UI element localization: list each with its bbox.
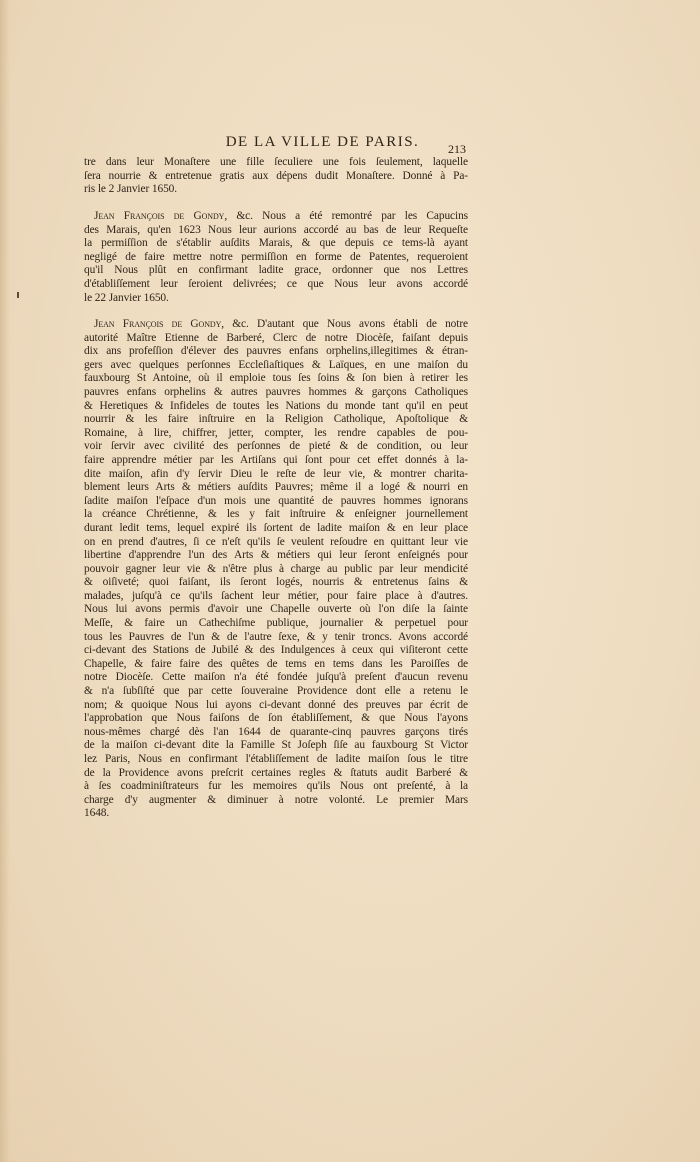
text-line: malades, juſqu'à ce qu'ils ſachent leur métier, pour faire place à d'autres. bbox=[84, 589, 468, 602]
text-line: dite maiſon, afin d'y ſervir Dieu le reſte de leur vie, & montrer charita- bbox=[84, 467, 468, 480]
text-line: l'approbation que Nous faiſons de ſon établiſſement, & que Nous l'ayons bbox=[84, 712, 468, 725]
text-line: on en prend d'autres, ſi ce n'eſt qu'ils ſe veulent reſoudre en quittant leur vie bbox=[84, 535, 468, 548]
text-line: ſera nourrie & entretenue gratis aux dépens dudit Monaſtere. Donné à Pa- bbox=[84, 169, 468, 182]
text-line: à ſes coadminiſtrateurs fur les memoires qu'ils Nous ont preſenté, à la bbox=[84, 780, 468, 793]
text-line: ci-devant des Stations de Jubilé & des Indulgences à ceux qui viſiteront cette bbox=[84, 644, 468, 657]
text-line: Chapelle, & faire faire des quêtes de tems en tems dans les Paroiſſes de bbox=[84, 657, 468, 670]
text-line: dix ans profeſſion d'élever des pauvres enfans orphelins,illegitimes & étran- bbox=[84, 345, 468, 358]
text-line: Meſſe, & faire un Cathechiſme publique, journalier & perpetuel pour bbox=[84, 617, 468, 630]
text-line: le 22 Janvier 1650. bbox=[84, 291, 169, 304]
text-line: de la maiſon ci-devant dite la Famille St Joſeph ſiſe au fauxbourg St Victor bbox=[84, 739, 468, 752]
text-line: ſadite maiſon l'eſpace d'un mois une quantité de pauvres hommes ignorans bbox=[84, 494, 468, 507]
text-line: autorité Maître Etienne de Barberé, Clerc de notre Diocèſe, faiſant depuis bbox=[84, 331, 468, 344]
text-line: voir ſervir avec civilité des perſonnes de pieté & de condition, ou leur bbox=[84, 440, 468, 453]
text-line: & oiſiveté; quoi faiſant, ils ſeront logés, nourris & entretenus ſains & bbox=[84, 576, 468, 589]
author-name: Jean François de Gondy bbox=[94, 210, 225, 222]
text-line: & Heretiques & Infideles de toutes les Nations du monde tant qu'il en peut bbox=[84, 399, 468, 412]
text-line: charge d'y augmenter & diminuer à notre volonté. Le premier Mars bbox=[84, 793, 468, 806]
text-line bbox=[84, 318, 468, 332]
text-line: la permiſſion de s'établir auſdits Marais, & que depuis ce tems-là ayant bbox=[84, 237, 468, 250]
paragraph-3 bbox=[84, 318, 468, 821]
text-line: faire apprendre métier par les Artiſans qui ſont pour cet effet donnés à la- bbox=[84, 453, 468, 466]
text-line: Romaine, à lire, chiffrer, jetter, compter, les rendre capables de pou- bbox=[84, 426, 468, 439]
text-line: qu'il Nous plût en confirmant ladite grace, ordonner que nos Lettres bbox=[84, 264, 468, 277]
text-line: pouvoir gagner leur vie & n'être plus à charge au public par leur mendicité bbox=[84, 562, 468, 575]
text-line: Nous lui avons permis d'avoir une Chapelle ouverte où l'on diſe la ſainte bbox=[84, 603, 468, 616]
text-line bbox=[84, 210, 468, 224]
text-line: negligé de faire mettre notre permiſſion en forme de Patentes, requeroient bbox=[84, 250, 468, 263]
paragraph-1 bbox=[84, 156, 468, 197]
text-line: nous-mêmes chargé dès l'an 1644 de quarante-cinq pauvres garçons tirés bbox=[84, 725, 468, 738]
text-line: d'établiſſement leur ſeroient delivrées; ce que Nous leur avons accordé bbox=[84, 277, 468, 290]
text-fragment: , &c. Nous a été remontré par les Capucins bbox=[224, 210, 469, 222]
paragraph-2 bbox=[84, 210, 468, 305]
text-line: lez Paris, Nous en confirmant l'établiſſement de ladite maiſon ſous le titre bbox=[84, 753, 468, 765]
text-line: tous les Pauvres de l'un & de l'autre ſexe, & y tenir troncs. Avons accordé bbox=[84, 630, 468, 643]
text-line: blement leurs Arts & métiers auſdits Pauvres; même il a logé & nourri en bbox=[84, 481, 468, 494]
text-line: nourrir & les faire inſtruire en la Religion Catholique, Apoſtolique & bbox=[84, 413, 468, 426]
text-line: notre Diocèſe. Cette maiſon n'a été fondée juſqu'à preſent d'aucun revenu bbox=[84, 671, 468, 684]
text-line: des Marais, qu'en 1623 Nous leur aurions accordé au bas de leur Requeſte bbox=[84, 223, 468, 236]
text-line: libertine d'apprendre l'un des Arts & métiers qui leur ſeront enſeignés pour bbox=[84, 549, 468, 562]
text-line: & n'a ſubſiſté que par cette ſouveraine Providence dont elle a retenu le bbox=[84, 685, 468, 698]
text-line: fauxbourg St Antoine, où il emploie tous ſes ſoins & ſon bien à retirer les bbox=[84, 372, 468, 385]
text-line: pauvres enfans orphelins & autres pauvres hommes & garçons Catholiques bbox=[84, 385, 468, 398]
page-number: 213 bbox=[448, 142, 466, 156]
text-line: gers avec quelques perſonnes Eccleſiaſtiques & Laïques, en une maiſon du bbox=[84, 358, 468, 371]
running-header: DE LA VILLE DE PARIS. bbox=[225, 134, 420, 150]
text-line: ris le 2 Janvier 1650. bbox=[84, 183, 178, 196]
text-fragment: , &c. D'autant que Nous avons établi de notre bbox=[221, 318, 468, 330]
text-line: de la Providence avons preſcrit certaines regles & ſtatuts audit Barberé & bbox=[84, 766, 468, 779]
margin-mark bbox=[17, 292, 19, 298]
text-line: tre dans leur Monaſtere une fille ſeculiere une fois ſeulement, laquelle bbox=[84, 156, 468, 168]
text-line: nom; & quoique Nous lui ayons ci-devant donné des preuves par écrit de bbox=[84, 698, 468, 711]
text-line: 1648. bbox=[84, 807, 110, 820]
text-line: la créance Chrétienne, & les y fait inſtruire & enſeigner journellement bbox=[84, 508, 468, 521]
text-line: durant ledit tems, lequel expiré ils ſortent de ladite maiſon & en leur place bbox=[84, 521, 468, 534]
author-name: Jean François de Gondy bbox=[94, 318, 222, 330]
